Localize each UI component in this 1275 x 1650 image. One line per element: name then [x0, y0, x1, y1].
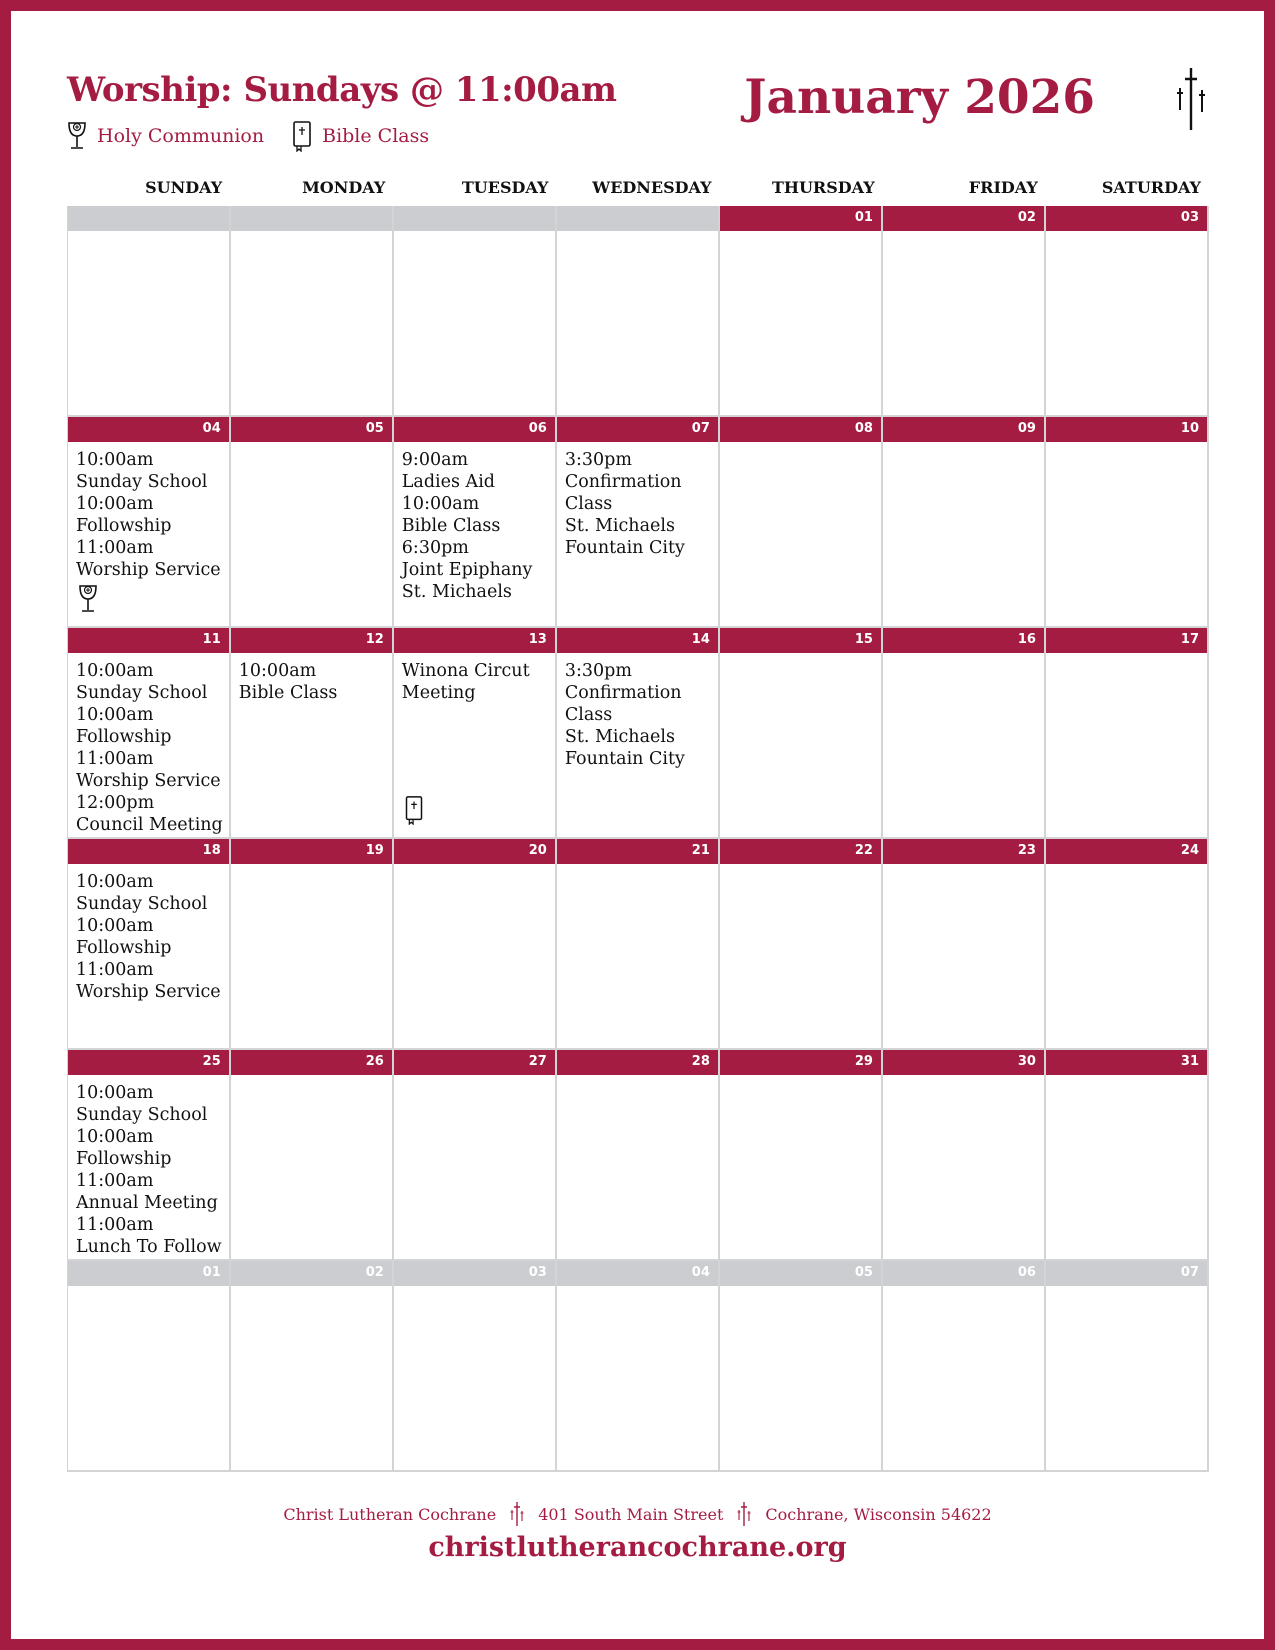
day-number: 28	[691, 1054, 710, 1069]
calendar-day-cell[interactable]	[67, 417, 231, 628]
three-crosses-icon	[1176, 68, 1206, 132]
event-text: Bible Class	[401, 516, 501, 536]
day-header-bar	[720, 1050, 881, 1075]
day-header-bar	[68, 206, 229, 231]
calendar-day-cell[interactable]	[1046, 1261, 1209, 1472]
weekday-header-friday: FRIDAY	[968, 178, 1038, 197]
day-number: 01	[854, 210, 873, 225]
event-text: Followship	[76, 727, 172, 747]
day-number: 07	[691, 421, 710, 436]
weekday-header-monday: MONDAY	[302, 178, 386, 197]
calendar-day-cell[interactable]	[394, 206, 557, 417]
legend-item-bible-class	[292, 120, 429, 152]
day-number: 18	[202, 843, 221, 858]
day-number: 05	[854, 1265, 873, 1280]
calendar-day-cell[interactable]	[1046, 417, 1209, 628]
event-text: Winona Circut	[401, 661, 530, 681]
calendar-day-cell[interactable]	[394, 628, 557, 839]
cross-separator-icon	[737, 1502, 751, 1526]
weekday-header-tuesday: TUESDAY	[461, 178, 549, 197]
communion-chalice-icon	[67, 121, 87, 151]
day-header-bar	[883, 839, 1044, 864]
day-number: 25	[202, 1054, 221, 1069]
day-header-bar	[1046, 628, 1207, 653]
calendar-day-cell[interactable]	[720, 206, 883, 417]
calendar-day-cell[interactable]	[557, 417, 720, 628]
legend	[67, 120, 457, 152]
calendar-day-cell[interactable]	[231, 839, 394, 1050]
event-list	[557, 442, 718, 559]
calendar-day-cell[interactable]	[394, 417, 557, 628]
day-number: 07	[1180, 1265, 1199, 1280]
footer-address	[0, 1502, 1275, 1526]
event-text: 10:00am	[76, 661, 154, 681]
calendar-day-cell[interactable]	[67, 1050, 231, 1261]
day-number: 11	[202, 632, 221, 647]
day-header-bar	[883, 206, 1044, 231]
day-number: 17	[1180, 632, 1199, 647]
day-number: 04	[202, 421, 221, 436]
event-text: Followship	[76, 938, 172, 958]
day-header-bar	[68, 417, 229, 442]
event-text: Confirmation	[564, 683, 682, 703]
weekday-header-saturday: SATURDAY	[1101, 178, 1201, 197]
day-header-bar	[557, 628, 718, 653]
calendar-day-cell[interactable]	[67, 628, 231, 839]
event-list	[231, 653, 392, 704]
calendar-day-cell[interactable]	[883, 628, 1046, 839]
day-number: 30	[1017, 1054, 1036, 1069]
calendar-day-cell[interactable]	[883, 206, 1046, 417]
footer-church-name: Christ Lutheran Cochrane	[283, 1504, 497, 1524]
calendar-day-cell[interactable]	[231, 1261, 394, 1472]
calendar-day-cell[interactable]	[231, 1050, 394, 1261]
day-number: 27	[528, 1054, 547, 1069]
event-text: 11:00am	[76, 960, 154, 980]
day-number: 03	[528, 1265, 547, 1280]
calendar-day-cell[interactable]	[67, 1261, 231, 1472]
legend-label: Bible Class	[322, 125, 430, 147]
day-header-bar	[68, 1261, 229, 1286]
day-header-bar	[231, 206, 392, 231]
weekday-header-row	[67, 178, 1209, 202]
event-text: 10:00am	[76, 494, 154, 514]
day-header-bar	[394, 839, 555, 864]
day-header-bar	[231, 839, 392, 864]
day-header-bar	[1046, 839, 1207, 864]
day-number: 26	[365, 1054, 384, 1069]
calendar-day-cell[interactable]	[883, 417, 1046, 628]
day-number: 31	[1180, 1054, 1199, 1069]
event-text: Lunch To Follow	[76, 1237, 222, 1257]
event-text: Followship	[76, 1149, 172, 1169]
day-number: 29	[854, 1054, 873, 1069]
day-header-bar	[68, 1050, 229, 1075]
day-number: 15	[854, 632, 873, 647]
day-number: 16	[1017, 632, 1036, 647]
event-text: Worship Service	[76, 982, 221, 1002]
event-list	[68, 653, 229, 836]
weekday-header-wednesday: WEDNESDAY	[592, 178, 712, 197]
event-text: Class	[564, 494, 613, 514]
calendar-day-cell[interactable]	[231, 628, 394, 839]
day-header-bar	[720, 206, 881, 231]
calendar-day-cell[interactable]	[720, 628, 883, 839]
calendar-day-cell[interactable]	[883, 1261, 1046, 1472]
event-text: Meeting	[401, 683, 476, 703]
event-text: 10:00am	[76, 872, 154, 892]
day-header-bar	[883, 1050, 1044, 1075]
calendar-day-cell[interactable]	[557, 1261, 720, 1472]
website-link[interactable]: christlutherancochrane.org	[428, 1532, 847, 1563]
day-number: 12	[365, 632, 384, 647]
day-header-bar	[394, 1050, 555, 1075]
event-list	[394, 442, 555, 603]
event-text: 3:30pm	[564, 661, 632, 681]
event-list	[68, 442, 229, 581]
day-number: 22	[854, 843, 873, 858]
event-text: 11:00am	[76, 749, 154, 769]
event-text: Ladies Aid	[401, 472, 495, 492]
bible-icon	[292, 120, 312, 152]
footer-street: 401 South Main Street	[538, 1504, 724, 1524]
day-number: 01	[202, 1265, 221, 1280]
event-text: Sunday School	[76, 683, 208, 703]
event-text: St. Michaels	[564, 727, 675, 747]
day-number: 05	[365, 421, 384, 436]
day-number: 24	[1180, 843, 1199, 858]
day-header-bar	[231, 417, 392, 442]
calendar-day-cell[interactable]	[557, 628, 720, 839]
day-number: 23	[1017, 843, 1036, 858]
cross-separator-icon	[510, 1502, 524, 1526]
bible-icon	[404, 795, 424, 829]
day-header-bar	[68, 628, 229, 653]
event-text: 11:00am	[76, 1171, 154, 1191]
day-number: 02	[1017, 210, 1036, 225]
event-text: Annual Meeting	[76, 1193, 218, 1213]
calendar-grid	[67, 206, 1209, 1472]
day-number: 19	[365, 843, 384, 858]
day-header-bar	[1046, 206, 1207, 231]
calendar-day-cell[interactable]	[231, 206, 394, 417]
event-text: Sunday School	[76, 894, 208, 914]
calendar-day-cell[interactable]	[394, 1050, 557, 1261]
day-number: 08	[854, 421, 873, 436]
event-text: Confirmation	[564, 472, 682, 492]
event-list	[394, 653, 555, 704]
event-text: 11:00am	[76, 1215, 154, 1235]
day-header-bar	[883, 1261, 1044, 1286]
weekday-header-sunday: SUNDAY	[145, 178, 223, 197]
day-number: 14	[691, 632, 710, 647]
calendar-day-cell[interactable]	[720, 1261, 883, 1472]
event-text: Class	[564, 705, 613, 725]
day-number: 10	[1180, 421, 1199, 436]
worship-title: Worship: Sundays @ 11:00am	[67, 70, 617, 110]
day-header-bar	[720, 628, 881, 653]
event-text: 12:00pm	[76, 793, 155, 813]
day-header-bar	[394, 206, 555, 231]
day-header-bar	[394, 1261, 555, 1286]
legend-label: Holy Communion	[97, 125, 265, 147]
day-header-bar	[883, 628, 1044, 653]
event-text: 10:00am	[76, 916, 154, 936]
day-header-bar	[1046, 1261, 1207, 1286]
event-text: St. Michaels	[564, 516, 675, 536]
event-text: 11:00am	[76, 538, 154, 558]
day-header-bar	[557, 1261, 718, 1286]
day-number: 02	[365, 1265, 384, 1280]
calendar-day-cell[interactable]	[394, 1261, 557, 1472]
day-number: 06	[528, 421, 547, 436]
calendar-day-cell[interactable]	[1046, 1050, 1209, 1261]
day-header-bar	[720, 417, 881, 442]
calendar-day-cell[interactable]	[883, 1050, 1046, 1261]
calendar-day-cell[interactable]	[883, 839, 1046, 1050]
day-header-bar	[231, 1050, 392, 1075]
footer-city: Cochrane, Wisconsin 54622	[765, 1504, 992, 1524]
calendar-day-cell[interactable]	[557, 206, 720, 417]
calendar-day-cell[interactable]	[557, 1050, 720, 1261]
event-text: Fountain City	[564, 538, 685, 558]
event-text: 10:00am	[76, 450, 154, 470]
event-text: 10:00am	[76, 705, 154, 725]
day-number: 06	[1017, 1265, 1036, 1280]
event-text: Council Meeting	[76, 815, 223, 835]
event-text: Joint Epiphany	[401, 560, 533, 580]
event-text: 10:00am	[76, 1083, 154, 1103]
communion-chalice-icon	[78, 584, 98, 618]
legend-item-holy-communion	[67, 121, 264, 151]
event-text: Worship Service	[76, 560, 221, 580]
calendar-day-cell[interactable]	[720, 1050, 883, 1261]
day-header-bar	[394, 417, 555, 442]
event-text: St. Michaels	[401, 582, 512, 602]
calendar-day-cell[interactable]	[720, 839, 883, 1050]
day-number: 04	[691, 1265, 710, 1280]
calendar-day-cell[interactable]	[1046, 628, 1209, 839]
day-header-bar	[231, 628, 392, 653]
calendar-day-cell[interactable]	[231, 417, 394, 628]
event-text: 10:00am	[76, 1127, 154, 1147]
calendar-day-cell[interactable]	[67, 839, 231, 1050]
day-header-bar	[557, 839, 718, 864]
calendar-day-cell[interactable]	[1046, 839, 1209, 1050]
day-header-bar	[557, 417, 718, 442]
event-text: 9:00am	[401, 450, 469, 470]
day-header-bar	[231, 1261, 392, 1286]
event-text: 10:00am	[401, 494, 480, 514]
day-header-bar	[1046, 1050, 1207, 1075]
calendar-day-cell[interactable]	[720, 417, 883, 628]
event-text: Bible Class	[238, 683, 338, 703]
day-header-bar	[557, 1050, 718, 1075]
month-title: January 2026	[744, 70, 1095, 125]
day-header-bar	[883, 417, 1044, 442]
calendar-day-cell[interactable]	[67, 206, 231, 417]
event-text: 10:00am	[238, 661, 317, 681]
calendar-day-cell[interactable]	[394, 839, 557, 1050]
day-header-bar	[720, 1261, 881, 1286]
event-list	[557, 653, 718, 770]
event-text: 6:30pm	[401, 538, 469, 558]
event-text: Sunday School	[76, 472, 208, 492]
day-number: 20	[528, 843, 547, 858]
event-text: 3:30pm	[564, 450, 632, 470]
event-list	[68, 864, 229, 1003]
day-number: 03	[1180, 210, 1199, 225]
event-text: Followship	[76, 516, 172, 536]
day-header-bar	[720, 839, 881, 864]
day-header-bar	[68, 839, 229, 864]
day-number: 13	[528, 632, 547, 647]
day-header-bar	[1046, 417, 1207, 442]
weekday-header-thursday: THURSDAY	[771, 178, 875, 197]
day-number: 09	[1017, 421, 1036, 436]
day-header-bar	[557, 206, 718, 231]
calendar-day-cell[interactable]	[557, 839, 720, 1050]
day-header-bar	[394, 628, 555, 653]
event-text: Sunday School	[76, 1105, 208, 1125]
event-list	[68, 1075, 229, 1258]
calendar-day-cell[interactable]	[1046, 206, 1209, 417]
event-text: Fountain City	[564, 749, 685, 769]
day-number: 21	[691, 843, 710, 858]
event-text: Worship Service	[76, 771, 221, 791]
